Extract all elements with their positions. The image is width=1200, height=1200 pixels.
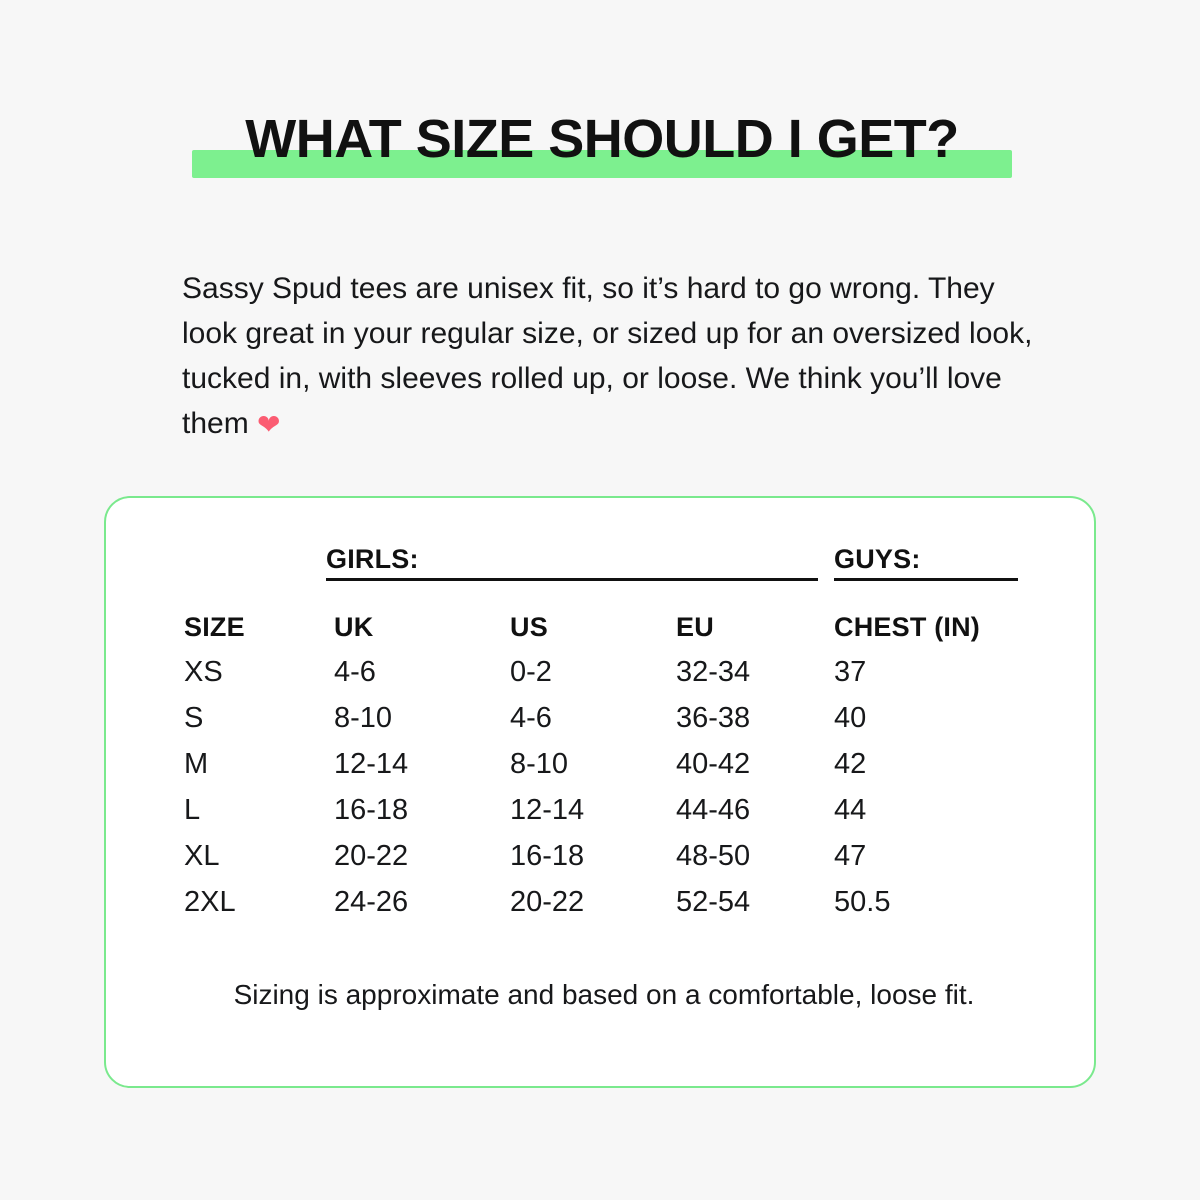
- table-header-row: [184, 612, 1024, 656]
- cell-chest: 44: [834, 794, 867, 826]
- cell-size: XL: [184, 840, 220, 872]
- cell-uk: 24-26: [334, 886, 409, 918]
- group-header-guys-label: GUYS:: [834, 544, 921, 574]
- cell-chest: 42: [834, 748, 867, 780]
- group-header-girls-label: GIRLS:: [326, 544, 419, 574]
- cell-us: 0-2: [510, 656, 552, 688]
- cell-chest: 37: [834, 656, 867, 688]
- cell-us: 4-6: [510, 702, 552, 734]
- column-header-us: US: [510, 612, 548, 642]
- cell-us: 20-22: [510, 886, 585, 918]
- table-row: [184, 748, 1024, 794]
- cell-us: 12-14: [510, 794, 585, 826]
- cell-chest: 50.5: [834, 886, 891, 918]
- page-title: WHAT SIZE SHOULD I GET?: [245, 109, 959, 169]
- cell-us: 8-10: [510, 748, 569, 780]
- cell-uk: 8-10: [334, 702, 393, 734]
- group-header-girls: [326, 544, 834, 575]
- sizing-note: Sizing is approximate and based on a comfortable, loose fit.: [233, 979, 975, 1010]
- cell-size: L: [184, 794, 201, 826]
- cell-eu: 52-54: [676, 886, 751, 918]
- cell-chest: 40: [834, 702, 867, 734]
- cell-uk: 12-14: [334, 748, 409, 780]
- cell-us: 16-18: [510, 840, 585, 872]
- table-row: [184, 886, 1024, 932]
- table-row: [184, 656, 1024, 702]
- cell-uk: 4-6: [334, 656, 376, 688]
- cell-eu: 44-46: [676, 794, 751, 826]
- table-row: [184, 702, 1024, 748]
- cell-eu: 48-50: [676, 840, 751, 872]
- intro-paragraph: [182, 266, 1042, 447]
- column-header-size: SIZE: [184, 612, 245, 642]
- intro-text: Sassy Spud tees are unisex fit, so it’s hard to go wrong. They look great in your regular size, or sized up for an oversized look, tucked in, with sleeves rolled up, or loose. We think you’ll love them: [182, 272, 1033, 440]
- cell-chest: 47: [834, 840, 867, 872]
- group-header-guys-rule: [834, 578, 1018, 581]
- column-header-eu: EU: [676, 612, 714, 642]
- cell-size: XS: [184, 656, 223, 688]
- cell-uk: 16-18: [334, 794, 409, 826]
- table-row: [184, 794, 1024, 840]
- cell-size: M: [184, 748, 209, 780]
- cell-eu: 40-42: [676, 748, 751, 780]
- column-header-uk: UK: [334, 612, 374, 642]
- cell-size: S: [184, 702, 204, 734]
- cell-eu: 36-38: [676, 702, 751, 734]
- page-title-wrap: [182, 108, 1022, 170]
- size-chart-card: [104, 496, 1096, 1088]
- heart-icon: ❤: [257, 409, 281, 440]
- table-row: [184, 840, 1024, 886]
- table-group-header-row: [184, 544, 1024, 586]
- group-header-girls-rule: [326, 578, 818, 581]
- size-table: [184, 544, 1024, 1010]
- cell-size: 2XL: [184, 886, 236, 918]
- column-header-chest: CHEST (IN): [834, 612, 980, 642]
- group-header-guys: [834, 544, 1024, 575]
- cell-eu: 32-34: [676, 656, 751, 688]
- cell-uk: 20-22: [334, 840, 409, 872]
